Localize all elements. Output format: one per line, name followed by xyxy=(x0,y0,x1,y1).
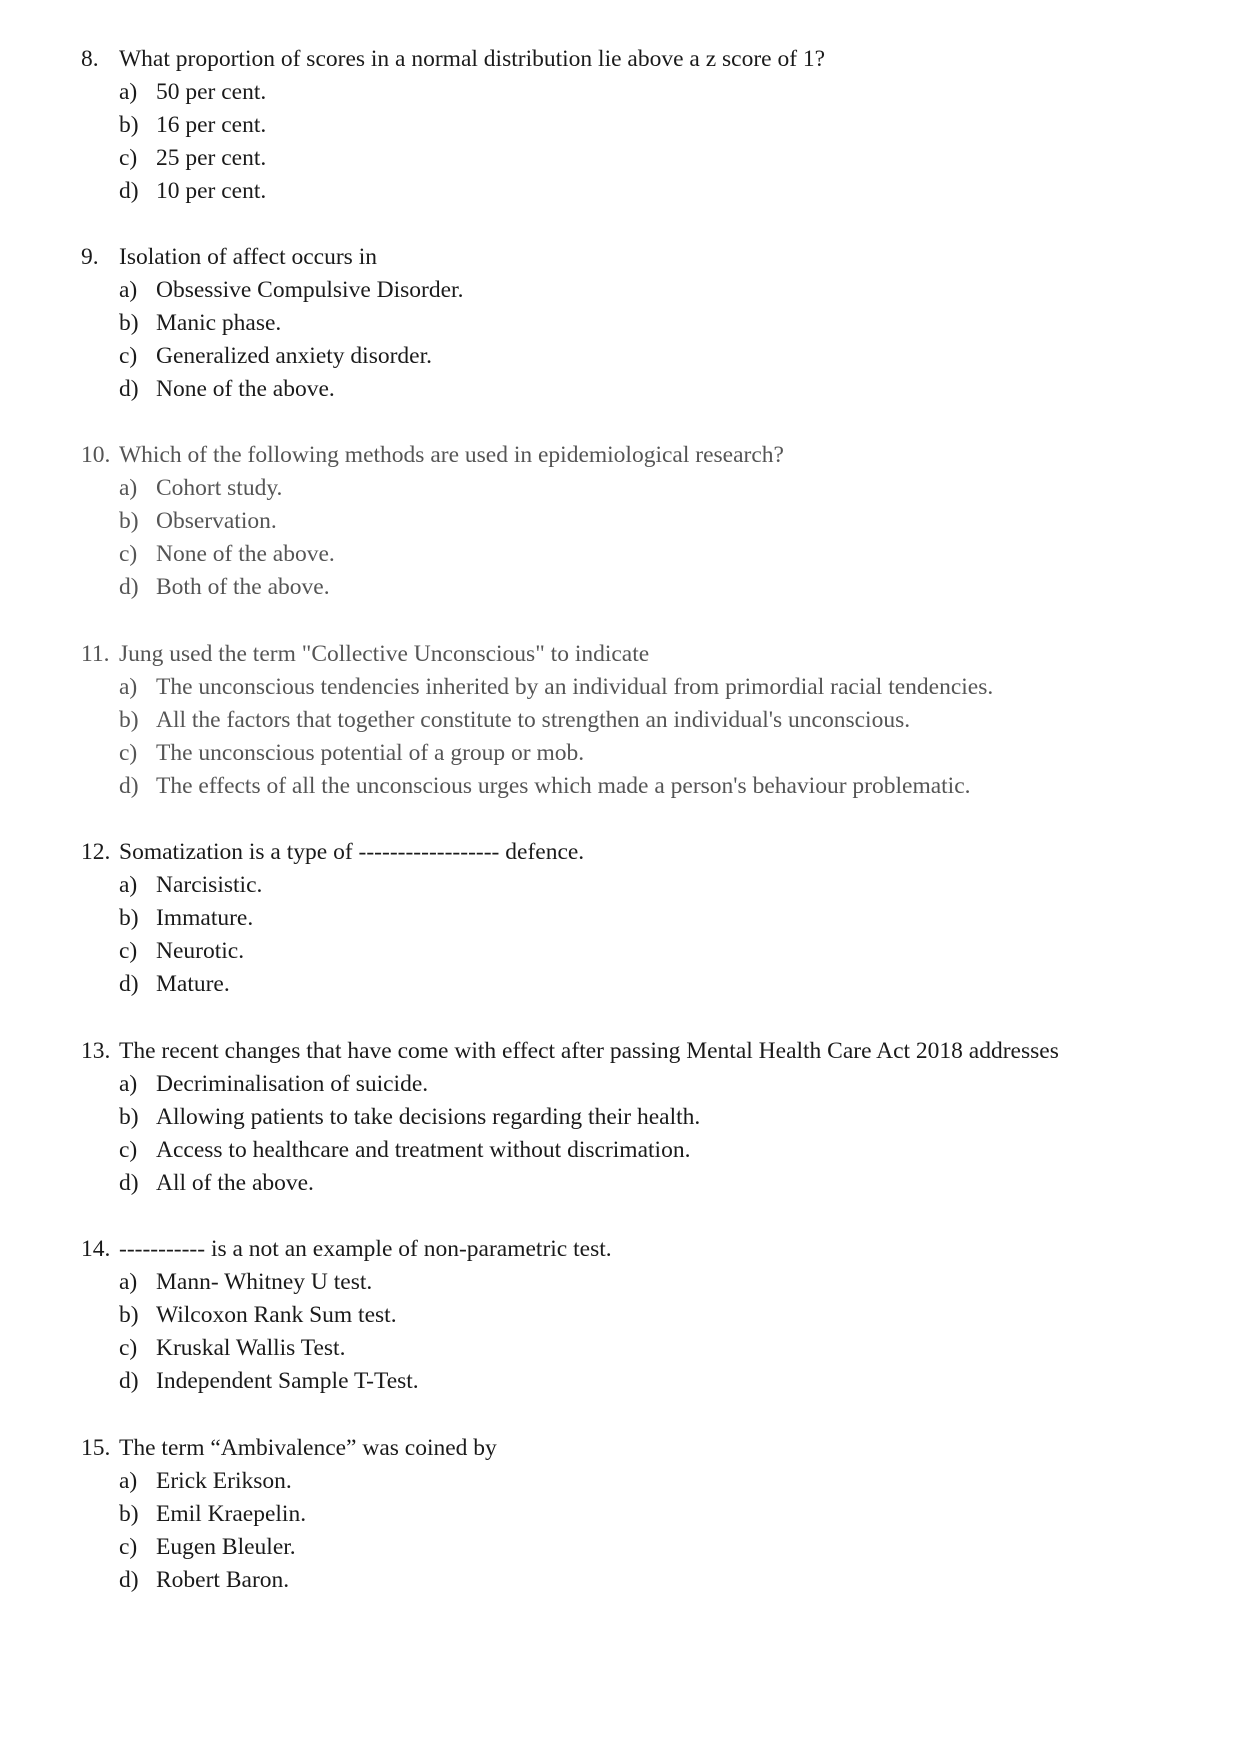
option-a xyxy=(81,1068,1221,1101)
option-d xyxy=(81,175,1221,208)
option-b xyxy=(81,505,1221,538)
option-b xyxy=(81,902,1221,935)
option-text: Generalized anxiety disorder. xyxy=(156,343,433,369)
question-stem xyxy=(81,638,1221,671)
question-number: 12. xyxy=(81,839,111,865)
option-letter: c) xyxy=(119,343,138,369)
option-text: Access to healthcare and treatment without discrimation. xyxy=(156,1137,691,1163)
option-letter: b) xyxy=(119,112,139,138)
option-letter: a) xyxy=(119,1468,138,1494)
option-text: The unconscious potential of a group or mob. xyxy=(156,740,585,766)
option-text: 50 per cent. xyxy=(156,79,267,105)
question-stem xyxy=(81,1233,1221,1266)
option-a xyxy=(81,472,1221,505)
question-9 xyxy=(81,241,1221,406)
question-stem xyxy=(81,1432,1221,1465)
question-text: What proportion of scores in a normal distribution lie above a z score of 1? xyxy=(119,46,826,72)
question-8 xyxy=(81,43,1221,208)
option-letter: b) xyxy=(119,707,139,733)
question-number: 9. xyxy=(81,244,99,270)
option-text: Cohort study. xyxy=(156,475,283,501)
option-letter: a) xyxy=(119,475,138,501)
option-a xyxy=(81,671,1221,704)
option-letter: c) xyxy=(119,145,138,171)
option-d xyxy=(81,1167,1221,1200)
option-c xyxy=(81,142,1221,175)
option-c xyxy=(81,340,1221,373)
option-b xyxy=(81,1101,1221,1134)
option-text: Manic phase. xyxy=(156,310,282,336)
option-text: None of the above. xyxy=(156,376,335,402)
question-number: 14. xyxy=(81,1236,111,1262)
option-text: None of the above. xyxy=(156,541,335,567)
option-letter: b) xyxy=(119,310,139,336)
question-stem xyxy=(81,241,1221,274)
option-c xyxy=(81,935,1221,968)
option-text: Decriminalisation of suicide. xyxy=(156,1071,429,1097)
option-letter: a) xyxy=(119,1071,138,1097)
option-text: All the factors that together constitute to strengthen an individual's unconscious. xyxy=(156,707,911,733)
option-letter: c) xyxy=(119,1534,138,1560)
option-text: The unconscious tendencies inherited by an individual from primordial racial tendencies. xyxy=(156,674,994,700)
option-text: Mann- Whitney U test. xyxy=(156,1269,373,1295)
option-b xyxy=(81,704,1221,737)
option-letter: d) xyxy=(119,376,139,402)
question-text: Which of the following methods are used in epidemiological research? xyxy=(119,442,784,468)
question-15 xyxy=(81,1432,1221,1597)
option-c xyxy=(81,737,1221,770)
question-text: Somatization is a type of ------------------ defence. xyxy=(119,839,585,865)
question-11 xyxy=(81,638,1221,803)
option-letter: c) xyxy=(119,541,138,567)
option-letter: d) xyxy=(119,1567,139,1593)
option-d xyxy=(81,373,1221,406)
option-letter: d) xyxy=(119,1170,139,1196)
option-text: Erick Erikson. xyxy=(156,1468,292,1494)
option-text: Wilcoxon Rank Sum test. xyxy=(156,1302,397,1328)
option-a xyxy=(81,1465,1221,1498)
question-10 xyxy=(81,439,1221,604)
option-text: 25 per cent. xyxy=(156,145,267,171)
option-letter: a) xyxy=(119,277,138,303)
question-text: Isolation of affect occurs in xyxy=(119,244,377,270)
question-number: 10. xyxy=(81,442,111,468)
question-number: 11. xyxy=(81,641,110,667)
option-letter: b) xyxy=(119,508,139,534)
option-text: Obsessive Compulsive Disorder. xyxy=(156,277,464,303)
option-c xyxy=(81,1134,1221,1167)
option-letter: d) xyxy=(119,773,139,799)
option-b xyxy=(81,1498,1221,1531)
option-text: Both of the above. xyxy=(156,574,330,600)
option-a xyxy=(81,76,1221,109)
question-14 xyxy=(81,1233,1221,1398)
option-text: Eugen Bleuler. xyxy=(156,1534,296,1560)
option-letter: a) xyxy=(119,674,138,700)
option-letter: b) xyxy=(119,1104,139,1130)
option-letter: d) xyxy=(119,574,139,600)
option-c xyxy=(81,1332,1221,1365)
option-a xyxy=(81,274,1221,307)
option-letter: c) xyxy=(119,1137,138,1163)
option-letter: b) xyxy=(119,1302,139,1328)
option-letter: a) xyxy=(119,79,138,105)
option-letter: c) xyxy=(119,1335,138,1361)
question-number: 15. xyxy=(81,1435,111,1461)
option-d xyxy=(81,1365,1221,1398)
option-c xyxy=(81,538,1221,571)
option-text: Mature. xyxy=(156,971,230,997)
option-text: Kruskal Wallis Test. xyxy=(156,1335,346,1361)
option-d xyxy=(81,770,1221,803)
option-letter: d) xyxy=(119,178,139,204)
question-stem xyxy=(81,43,1221,76)
option-letter: c) xyxy=(119,740,138,766)
option-a xyxy=(81,869,1221,902)
option-letter: d) xyxy=(119,971,139,997)
option-a xyxy=(81,1266,1221,1299)
question-number: 13. xyxy=(81,1038,111,1064)
question-text: ----------- is a not an example of non-parametric test. xyxy=(119,1236,612,1262)
option-letter: a) xyxy=(119,872,138,898)
option-text: Immature. xyxy=(156,905,254,931)
option-text: Observation. xyxy=(156,508,277,534)
option-d xyxy=(81,571,1221,604)
option-text: Emil Kraepelin. xyxy=(156,1501,307,1527)
option-letter: a) xyxy=(119,1269,138,1295)
option-text: Narcisistic. xyxy=(156,872,263,898)
option-d xyxy=(81,1564,1221,1597)
option-text: 16 per cent. xyxy=(156,112,267,138)
option-letter: c) xyxy=(119,938,138,964)
option-text: 10 per cent. xyxy=(156,178,267,204)
option-letter: b) xyxy=(119,905,139,931)
option-text: Allowing patients to take decisions regarding their health. xyxy=(156,1104,701,1130)
option-letter: d) xyxy=(119,1368,139,1394)
option-b xyxy=(81,307,1221,340)
option-text: Robert Baron. xyxy=(156,1567,290,1593)
question-text: The term “Ambivalence” was coined by xyxy=(119,1435,497,1461)
question-stem xyxy=(81,836,1221,869)
option-d xyxy=(81,968,1221,1001)
option-text: Independent Sample T-Test. xyxy=(156,1368,419,1394)
question-number: 8. xyxy=(81,46,99,72)
question-text: Jung used the term "Collective Unconscious" to indicate xyxy=(119,641,650,667)
option-b xyxy=(81,1299,1221,1332)
question-text: The recent changes that have come with effect after passing Mental Health Care Act 2018 addresses xyxy=(119,1038,1059,1064)
option-c xyxy=(81,1531,1221,1564)
option-b xyxy=(81,109,1221,142)
option-letter: b) xyxy=(119,1501,139,1527)
question-13 xyxy=(81,1035,1221,1200)
option-text: Neurotic. xyxy=(156,938,245,964)
option-text: All of the above. xyxy=(156,1170,314,1196)
question-stem xyxy=(81,439,1221,472)
option-text: The effects of all the unconscious urges which made a person's behaviour problematic. xyxy=(156,773,971,799)
question-stem xyxy=(81,1035,1221,1068)
question-12 xyxy=(81,836,1221,1001)
